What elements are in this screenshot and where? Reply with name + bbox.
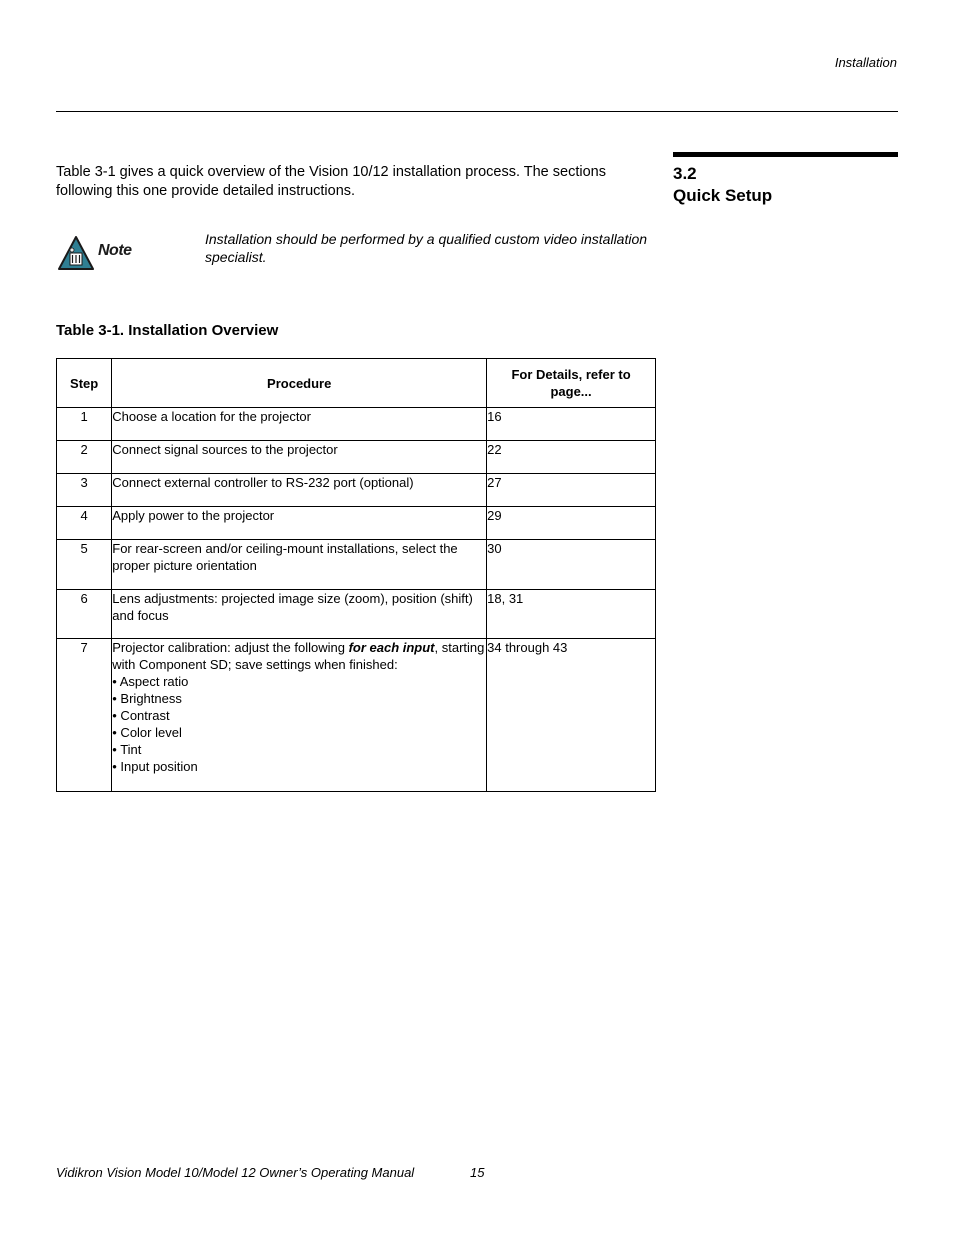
section-number: 3.2	[673, 164, 697, 183]
procedure-cell	[112, 639, 487, 792]
step-cell: 5	[57, 540, 112, 590]
step-cell: 7	[57, 639, 112, 792]
procedure-cell: Lens adjustments: projected image size (zoom), position (shift) and focus	[112, 590, 487, 639]
list-item: • Aspect ratio	[112, 674, 189, 689]
installation-overview-table	[56, 358, 656, 792]
table-row	[57, 408, 656, 441]
procedure-cell: Connect external controller to RS-232 port (optional)	[112, 474, 487, 507]
procedure-cell: Connect signal sources to the projector	[112, 441, 487, 474]
note-label: Note	[98, 242, 132, 259]
step-cell: 2	[57, 441, 112, 474]
step-cell: 4	[57, 507, 112, 540]
procedure-cell: Choose a location for the projector	[112, 408, 487, 441]
header-page: For Details, refer to page...	[487, 359, 656, 408]
list-item: • Brightness	[112, 691, 182, 706]
header-step: Step	[57, 359, 112, 408]
table-row	[57, 474, 656, 507]
procedure-cell: For rear-screen and/or ceiling-mount installations, select the proper picture orientation	[112, 540, 487, 590]
list-item: • Color level	[112, 725, 182, 740]
page-cell: 22	[487, 441, 656, 474]
note-text: Installation should be performed by a qualified custom video installation specialist.	[205, 231, 648, 265]
calibration-list	[112, 673, 486, 775]
page-cell: 18, 31	[487, 590, 656, 639]
table-row	[57, 639, 656, 792]
section-title: Quick Setup	[673, 186, 773, 205]
footer-page-number: 15	[470, 1165, 485, 1180]
page-cell: 27	[487, 474, 656, 507]
section-heading	[673, 163, 772, 207]
procedure-text: , starting with Component SD; save settings when finished:	[112, 640, 485, 672]
table-title: Table 3-1. Installation Overview	[56, 322, 279, 339]
page-cell: 30	[487, 540, 656, 590]
table-row	[57, 590, 656, 639]
list-item: • Tint	[112, 742, 142, 757]
table-row	[57, 441, 656, 474]
header-procedure: Procedure	[112, 359, 487, 408]
footer-manual-title: Vidikron Vision Model 10/Model 12 Owner’s Operating Manual	[56, 1165, 415, 1180]
step-cell: 6	[57, 590, 112, 639]
table-row	[57, 540, 656, 590]
table-row	[57, 507, 656, 540]
page-cell: 16	[487, 408, 656, 441]
section-bar	[673, 152, 898, 157]
list-item: • Contrast	[112, 708, 170, 723]
page-cell: 29	[487, 507, 656, 540]
intro-paragraph: Table 3-1 gives a quick overview of the Vision 10/12 installation process. The sections following this one provide detailed instructions.	[56, 164, 606, 199]
top-rule	[56, 111, 898, 112]
procedure-text: Projector calibration: adjust the following	[112, 640, 349, 655]
procedure-cell: Apply power to the projector	[112, 507, 487, 540]
step-cell: 1	[57, 408, 112, 441]
procedure-emphasis: for each input	[348, 640, 435, 655]
list-item: • Input position	[112, 759, 198, 774]
step-cell: 3	[57, 474, 112, 507]
table-header-row	[57, 359, 656, 408]
running-head: Installation	[834, 55, 897, 70]
note-icon	[57, 235, 95, 271]
page-cell: 34 through 43	[487, 639, 656, 792]
